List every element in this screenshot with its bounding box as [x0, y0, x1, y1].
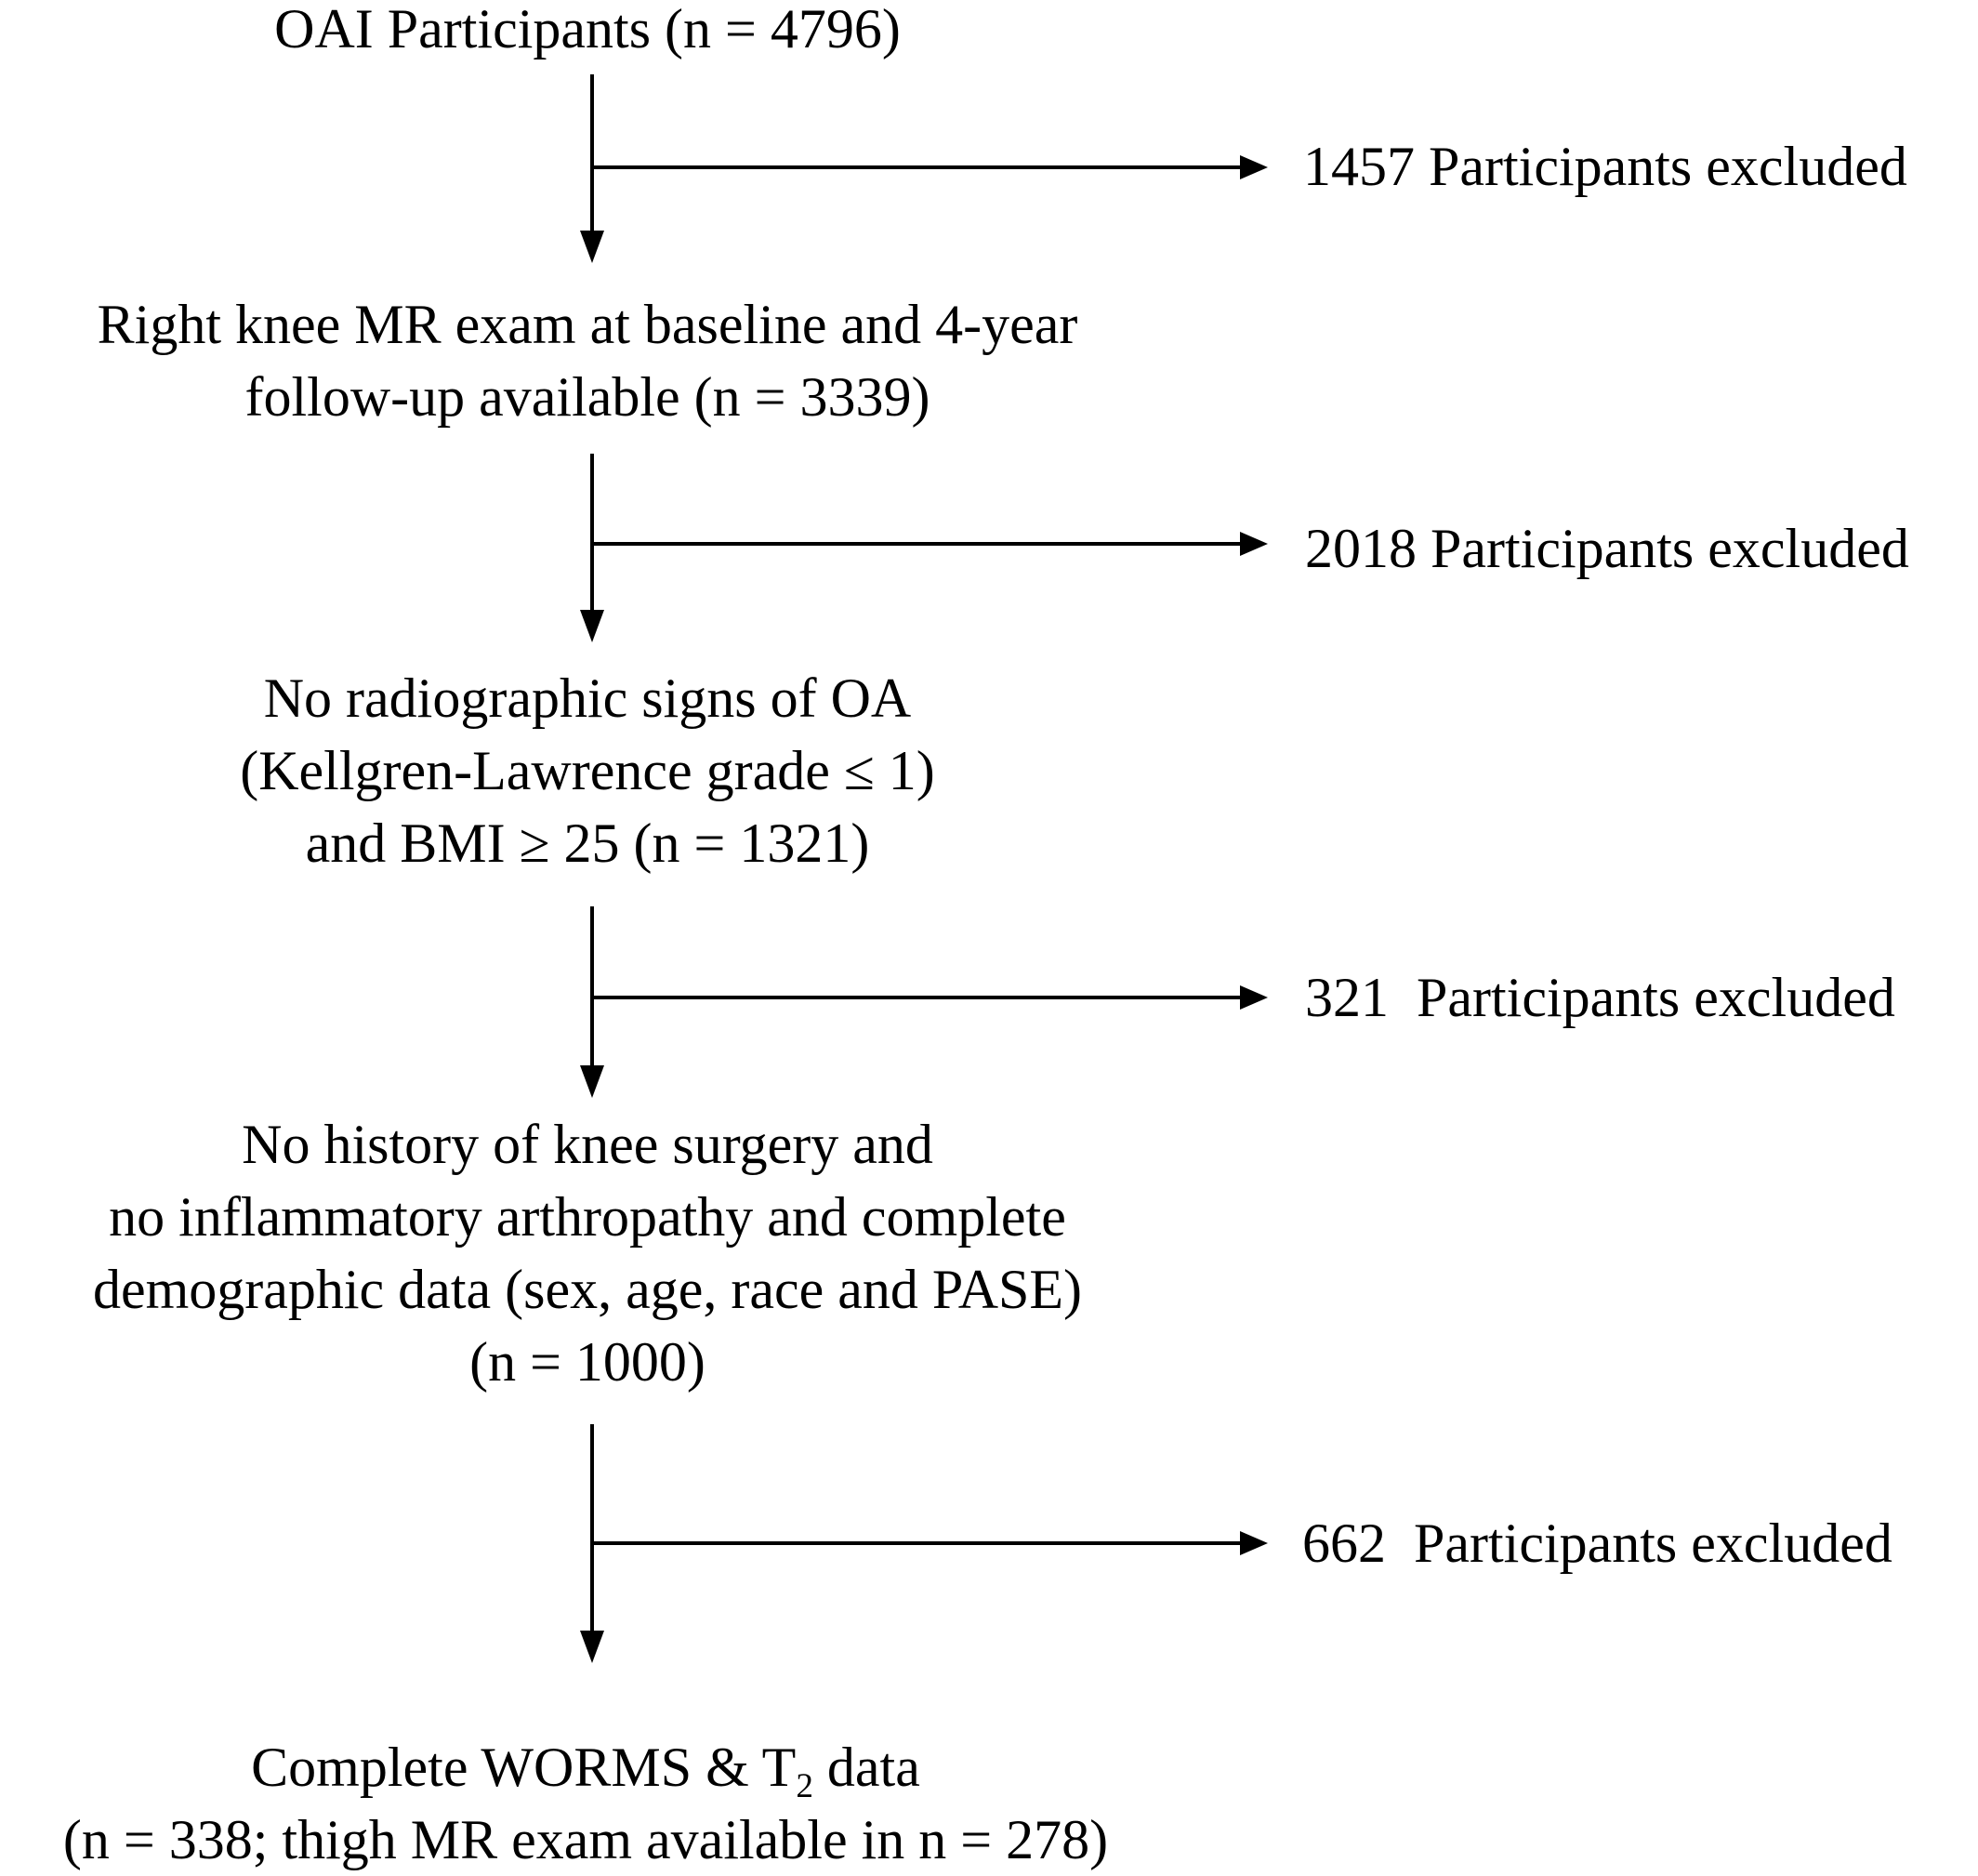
step-5-line-2: (n = 338; thigh MR exam available in n = 278) — [62, 1809, 1109, 1870]
right-arrowhead-2 — [1240, 532, 1268, 556]
step-oai-participants — [274, 0, 901, 65]
step-4-line-3: demographic data (sex, age, race and PASE) — [92, 1259, 1083, 1320]
right-arrowhead-1 — [1240, 155, 1268, 179]
step-3-line-3: and BMI ≥ 25 (n = 1321) — [305, 812, 870, 874]
step-right-knee-mr-exam — [98, 288, 1078, 433]
step-1-line-1: OAI Participants (n = 4796) — [274, 0, 901, 59]
step-3-line-2: (Kellgren-Lawrence grade ≤ 1) — [240, 740, 935, 801]
exclusion-1457: 1457 Participants excluded — [1303, 136, 1907, 197]
down-arrowhead-2 — [580, 610, 604, 642]
right-arrowhead-3 — [1240, 985, 1268, 1010]
step-4-line-1: No history of knee surgery and — [242, 1114, 933, 1175]
down-arrowhead-4 — [580, 1631, 604, 1663]
step-3-line-1: No radiographic signs of OA — [263, 667, 912, 729]
exclusion-662: 662 Participants excluded — [1302, 1513, 1892, 1574]
step-no-knee-surgery — [93, 1108, 1082, 1398]
step-5-line-1-post: data — [812, 1737, 920, 1798]
exclusion-321: 321 Participants excluded — [1305, 967, 1895, 1028]
down-arrowhead-3 — [580, 1065, 604, 1098]
step-4-line-4: (n = 1000) — [469, 1331, 705, 1393]
down-arrowhead-1 — [580, 231, 604, 263]
right-arrowhead-4 — [1240, 1531, 1268, 1555]
step-2-line-2: follow-up available (n = 3339) — [244, 366, 930, 428]
step-2-line-1: Right knee MR exam at baseline and 4-year — [97, 294, 1078, 355]
step-no-radiographic-oa — [240, 662, 935, 879]
exclusion-2018: 2018 Participants excluded — [1305, 518, 1909, 579]
step-5-line-1-pre: Complete WORMS & T — [251, 1737, 797, 1798]
step-5-line-1-subscript: 2 — [796, 1766, 813, 1805]
step-4-line-2: no inflammatory arthropathy and complete — [109, 1186, 1066, 1248]
step-5-line-1 — [63, 1731, 1108, 1803]
step-complete-worms-t2 — [63, 1731, 1108, 1876]
